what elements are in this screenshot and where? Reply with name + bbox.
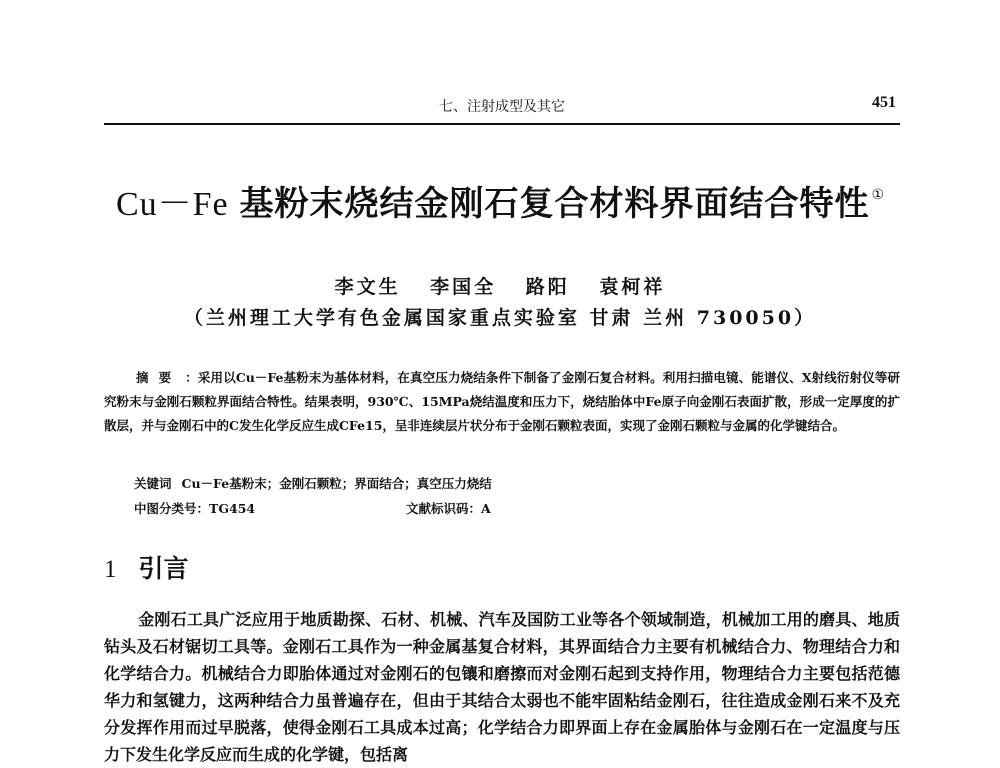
- section-title: 引言: [138, 554, 189, 583]
- authors: 李文生 李国全 路阳 袁柯祥: [334, 276, 666, 298]
- paper-title: [0, 176, 1000, 225]
- running-header: [104, 94, 900, 120]
- abstract-label: 摘要: [136, 370, 182, 385]
- affiliation: （兰州理工大学有色金属国家重点实验室 甘肃 兰州 730050）: [183, 307, 817, 329]
- classification-line: [134, 499, 834, 517]
- paper-title-latin: Cu－Fe: [115, 186, 229, 223]
- title-footnote-marker: ①: [871, 187, 885, 203]
- clc-value: TG454: [209, 501, 256, 516]
- body-paragraph: [104, 606, 900, 768]
- abstract-text: ：采用以Cu－Fe基粉末为基体材料，在真空压力烧结条件下制备了金刚石复合材料。利用扫描电镜、能谱仪、X射线衍射仪等研究粉末与金刚石颗粒界面结合特性。结果表明，930℃、15MPa烧结温度和压力下，烧结胎体中Fe原子向金刚石表面扩散，形成一定厚度的扩散层，并与金刚石中的C发生化学反应生成CFe15，呈非连续层片状分布于金刚石颗粒表面，实现了金刚石颗粒与金属的化学键结合。: [104, 370, 900, 433]
- document-code: [406, 499, 491, 517]
- abstract: [104, 366, 900, 438]
- keywords-text: Cu－Fe基粉末；金刚石颗粒；界面结合；真空压力烧结: [181, 476, 492, 491]
- clc-label: 中图分类号：: [134, 501, 210, 516]
- paper-title-chinese: 基粉末烧结金刚石复合材料界面结合特性: [239, 184, 870, 224]
- body-paragraph-text: 金刚石工具广泛应用于地质勘探、石材、机械、汽车及国防工业等各个领域制造，机械加工用的磨具、地质钻头及石材锯切工具等。金刚石工具作为一种金属基复合材料，其界面结合力主要有机械结合力、物理结合力和化学结合力。机械结合力即胎体通过对金刚石的包镶和磨擦而对金刚石起到支持作用，物理结合力主要包括范德华力和氢键力，这两种结合力虽普遍存在，但由于其结合太弱也不能牢固粘结金刚石，往往造成金刚石来不及充分发挥作用而过早脱落，使得金刚石工具成本过高；化学结合力即界面上存在金属胎体与金刚石在一定温度与压力下发生化学反应而生成的化学键，包括离: [104, 610, 900, 764]
- header-rule: [104, 123, 900, 125]
- running-header-title: 七、注射成型及其它: [439, 99, 565, 115]
- section-number: 1: [104, 556, 117, 583]
- keywords: [134, 474, 492, 492]
- keywords-label: 关键词: [134, 476, 172, 491]
- section-heading: [104, 549, 189, 585]
- doc-code-label: 文献标识码：: [406, 501, 482, 516]
- doc-code-value: A: [481, 501, 491, 516]
- page-number: 451: [872, 94, 896, 111]
